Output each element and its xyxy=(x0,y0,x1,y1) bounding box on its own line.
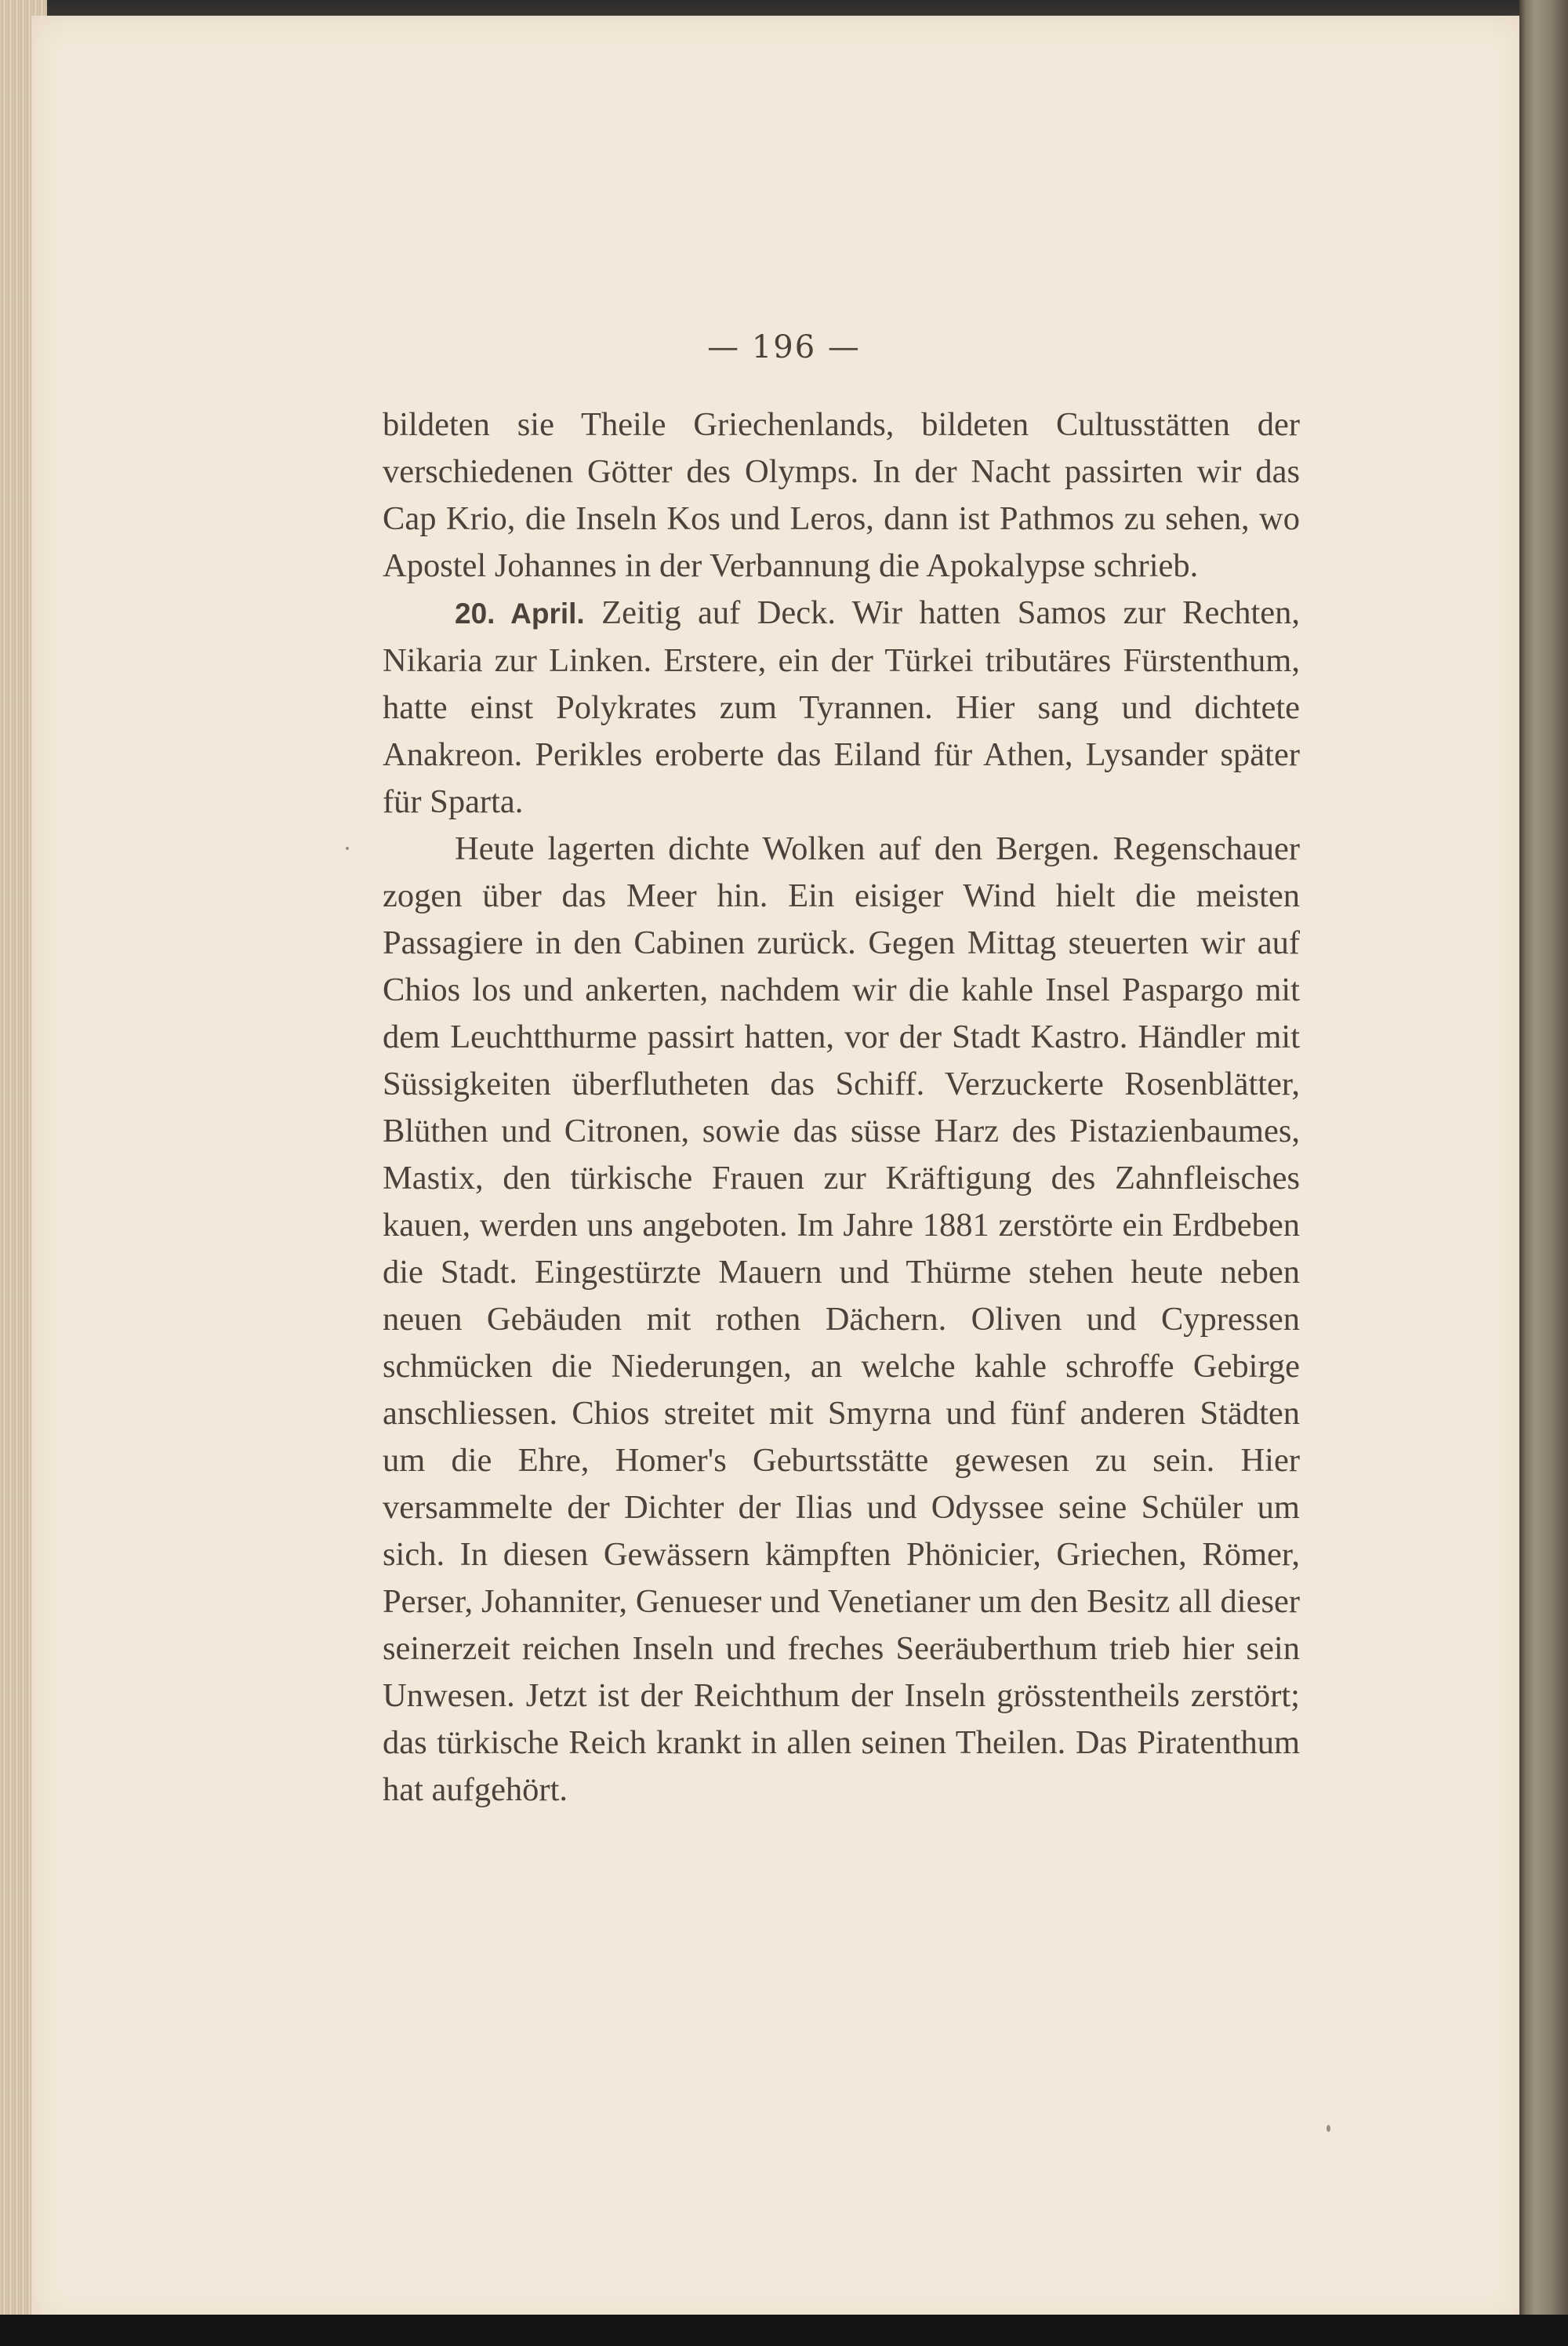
date-heading: 20. April. xyxy=(455,597,585,630)
paragraph xyxy=(383,590,1300,826)
scan-top-edge xyxy=(0,0,1568,17)
body-text xyxy=(383,401,1300,1814)
paragraph: bildeten sie Theile Griechenlands, bildeten Cultusstätten der verschiedenen Götter des Olymps. In der Nacht passirten wir das Cap Krio, die Inseln Kos und Leros, dann ist Pathmos zu sehen, wo Apostel Johannes in der Verbannung die Apokalypse schrieb. xyxy=(383,406,1300,584)
paper-speck xyxy=(346,847,349,850)
paper-speck xyxy=(1327,2125,1330,2132)
page-number: — 196 — xyxy=(707,329,861,365)
paragraph-text: Zeitig auf Deck. Wir hatten Samos zur Rechten, Nikaria zur Linken. Erstere, ein der Türkei tributäres Fürstenthum, hatte einst Polykrates zum Tyrannen. Hier sang und dichtete Anakreon. Perikles eroberte das Eiland für Athen, Lysander später für Sparta. xyxy=(383,594,1300,820)
paragraph: Heute lagerten dichte Wolken auf den Bergen. Regenschauer zogen über das Meer hin. Ein eisiger Wind hielt die meisten Passagiere in den Cabinen zurück. Gegen Mittag steuerten wir auf Chios los und ankerten, nachdem wir die kahle Insel Paspargo mit dem Leuchtthurme passirt hatten, vor der Stadt Kastro. Händler mit Süssigkeiten überflutheten das Schiff. Verzuckerte Rosenblätter, Blüthen und Citronen, sowie das süsse Harz des Pistazienbaumes, Mastix, den türkische Frauen zur Kräftigung des Zahnfleisches kauen, werden uns angeboten. Im Jahre 1881 zerstörte ein Erdbeben die Stadt. Eingestürzte Mauern und Thürme stehen heute neben neuen Gebäuden mit rothen Dächern. Oliven und Cypressen schmücken die Niederungen, an welche kahle schroffe Gebirge anschliessen. Chios streitet mit Smyrna und fünf anderen Städten um die Ehre, Homer's Geburtsstätte gewesen zu sein. Hier versammelte der Dichter der Ilias und Odyssee seine Schüler um sich. In diesen Gewässern kämpften Phönicier, Griechen, Römer, Perser, Johanniter, Genueser und Venetianer um den Besitz all dieser seinerzeit reichen Inseln und freches Seeräuberthum trieb hier sein Unwesen. Jetzt ist der Reichthum der Inseln grösstentheils zerstört; das türkische Reich krankt in allen seinen Theilen. Das Piratenthum hat aufgehört. xyxy=(383,830,1300,1808)
scan-bottom-edge xyxy=(0,2315,1568,2346)
